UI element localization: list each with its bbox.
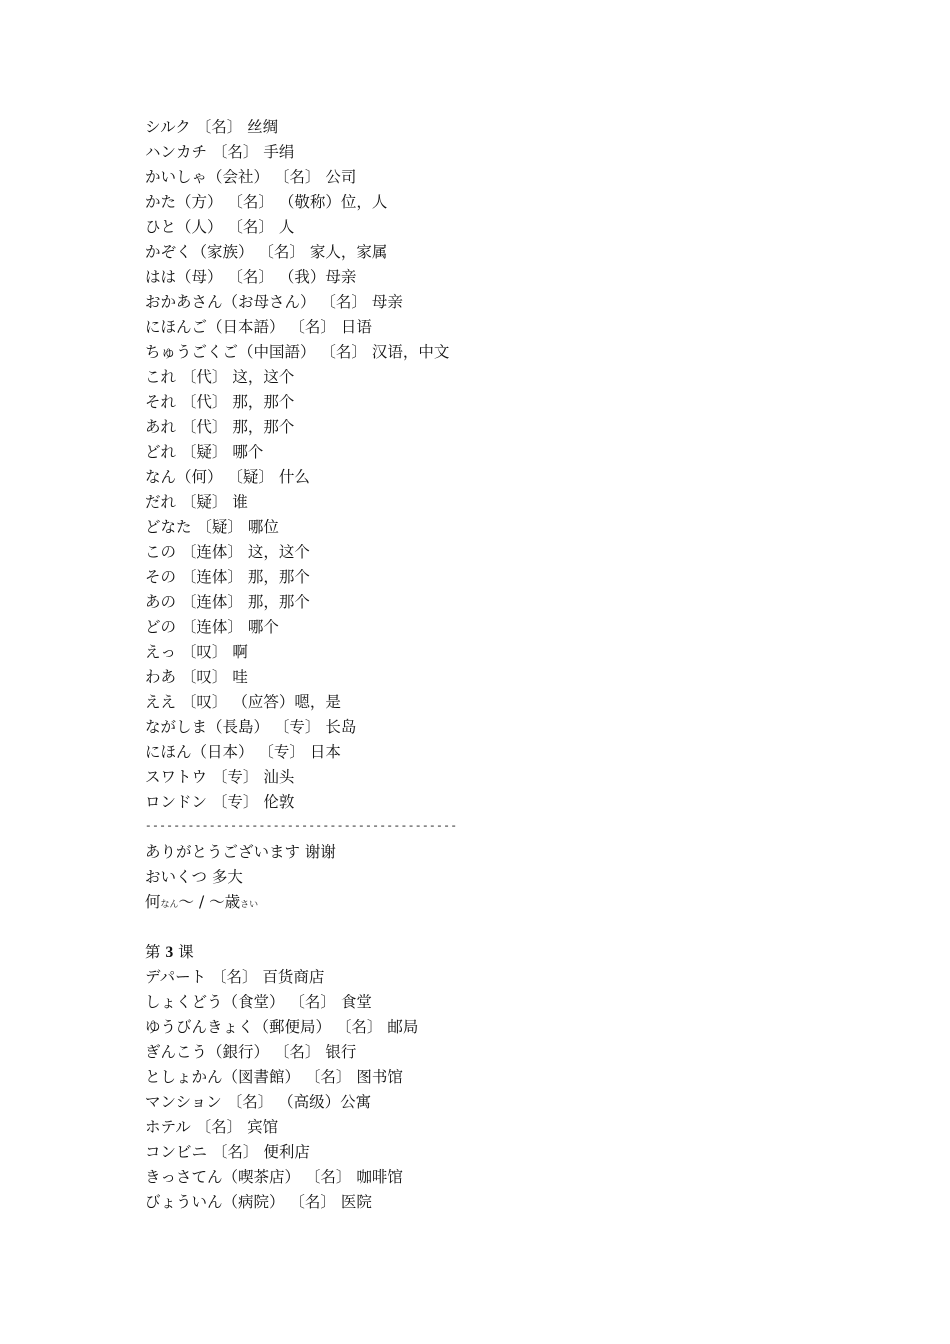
vocab-entry: きっさてん（喫茶店） 〔名〕 咖啡馆 (145, 1168, 403, 1186)
vocab-entry: はは（母） 〔名〕 （我）母亲 (145, 268, 357, 286)
vocab-entry: シルク 〔名〕 丝绸 (145, 118, 279, 136)
vocab-entry: ええ 〔叹〕 （应答）嗯，是 (145, 693, 341, 711)
vocab-entry: しょくどう（食堂） 〔名〕 食堂 (145, 993, 372, 1011)
vocab-entry: えっ 〔叹〕 啊 (145, 643, 248, 661)
vocab-entry: ながしま（長島） 〔专〕 长岛 (145, 718, 357, 736)
vocab-entry: ちゅうごくご（中国語） 〔名〕 汉语，中文 (145, 343, 450, 361)
document-page (145, 115, 905, 1215)
vocab-entry: かぞく（家族） 〔名〕 家人，家属 (145, 243, 388, 261)
vocab-entry: ゆうびんきょく（郵便局） 〔名〕 邮局 (145, 1018, 419, 1036)
counter-phrase-kanji: 何 (145, 893, 161, 911)
lesson-heading (145, 940, 905, 965)
lesson-heading-suffix: 课 (173, 943, 194, 961)
vocab-list-lesson3 (145, 965, 905, 1215)
dashed-separator: -------------------------------------------- (145, 821, 458, 833)
vocab-entry: わあ 〔叹〕 哇 (145, 668, 248, 686)
counter-phrase (145, 890, 905, 915)
vocab-entry: なん（何） 〔疑〕 什么 (145, 468, 310, 486)
vocab-list-lesson2 (145, 115, 905, 815)
phrase-entry: ありがとうございます 谢谢 (145, 843, 336, 861)
vocab-entry: あれ 〔代〕 那，那个 (145, 418, 295, 436)
vocab-entry: ロンドン 〔专〕 伦敦 (145, 793, 295, 811)
vocab-entry: おかあさん（お母さん） 〔名〕 母亲 (145, 293, 403, 311)
counter-phrase-suffix-reading: さい (240, 900, 259, 910)
vocab-entry: かいしゃ（会社） 〔名〕 公司 (145, 168, 357, 186)
vocab-entry: ひと（人） 〔名〕 人 (145, 218, 295, 236)
counter-phrase-suffix: ～ / ～歳 (178, 893, 241, 911)
lesson-heading-prefix: 第 (145, 943, 166, 961)
vocab-entry: どれ 〔疑〕 哪个 (145, 443, 264, 461)
vocab-entry: にほん（日本） 〔专〕 日本 (145, 743, 341, 761)
blank-line (145, 915, 905, 940)
vocab-entry: これ 〔代〕 这，这个 (145, 368, 295, 386)
vocab-entry: デパート 〔名〕 百货商店 (145, 968, 325, 986)
vocab-entry: だれ 〔疑〕 谁 (145, 493, 248, 511)
vocab-entry: にほんご（日本語） 〔名〕 日语 (145, 318, 372, 336)
vocab-entry: かた（方） 〔名〕 （敬称）位，人 (145, 193, 388, 211)
vocab-entry: びょういん（病院） 〔名〕 医院 (145, 1193, 372, 1211)
vocab-entry: どなた 〔疑〕 哪位 (145, 518, 279, 536)
lesson-heading-number: 3 (165, 944, 174, 961)
vocab-entry: この 〔连体〕 这，这个 (145, 543, 310, 561)
vocab-entry: としょかん（図書館） 〔名〕 图书馆 (145, 1068, 403, 1086)
vocab-entry: それ 〔代〕 那，那个 (145, 393, 295, 411)
vocab-entry: ぎんこう（銀行） 〔名〕 银行 (145, 1043, 357, 1061)
vocab-entry: ホテル 〔名〕 宾馆 (145, 1118, 279, 1136)
vocab-entry: その 〔连体〕 那，那个 (145, 568, 310, 586)
vocab-entry: マンション 〔名〕 （高级）公寓 (145, 1093, 372, 1111)
vocab-entry: コンビニ 〔名〕 便利店 (145, 1143, 310, 1161)
vocab-entry: あの 〔连体〕 那，那个 (145, 593, 310, 611)
vocab-entry: ハンカチ 〔名〕 手绢 (145, 143, 295, 161)
counter-phrase-reading: なん (160, 900, 179, 910)
phrase-entry: おいくつ 多大 (145, 868, 243, 886)
vocab-entry: スワトウ 〔专〕 汕头 (145, 768, 295, 786)
phrase-list (145, 840, 905, 915)
vocab-entry: どの 〔连体〕 哪个 (145, 618, 279, 636)
